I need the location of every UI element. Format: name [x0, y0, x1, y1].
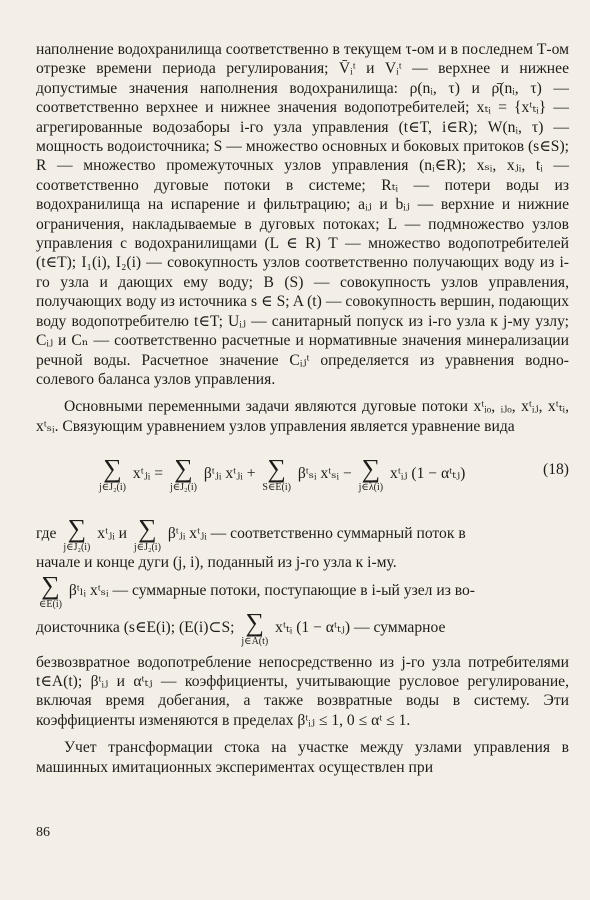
equation-term: βᵗⱼᵢ xᵗⱼᵢ +	[203, 465, 256, 483]
sum-symbol: ∑ S∈E(i)	[262, 454, 291, 494]
sum-symbol: ∑ j∈J₂(i)	[169, 454, 197, 494]
where-line-2: начале и конце дуги (j, i), поданный из j-го узла к i-му.	[36, 554, 397, 572]
equation-term: xᵗᵢⱼ (1 − αᵗₜⱼ)	[390, 465, 466, 483]
equation-18	[36, 446, 569, 504]
sum-symbol: ∑ j∈A(t)	[241, 607, 269, 647]
where-line-4: доисточника (s∈E(i); (E(i)⊂S; ∑ j∈A(t) xᵗₜᵢ (1 − αᵗₜⱼ) — суммарное	[36, 607, 446, 647]
sum-symbol: ∑ ∈E(i)	[39, 570, 62, 610]
where-clause	[36, 516, 569, 646]
page-number: 86	[36, 825, 50, 840]
where-line-1: где ∑ j∈J₂(i) xᵗⱼᵢ и ∑ j∈J₂(i) βᵗⱼᵢ xᵗⱼᵢ — соответственно суммарный поток в	[36, 514, 466, 554]
equation-term: βᵗₛᵢ xᵗₛᵢ −	[297, 465, 352, 483]
text-block	[36, 40, 569, 777]
paragraph-variables: Основными переменными задачи являются дуговые потоки xᵗᵢₒ, ᵢⱼₒ, xᵗᵢⱼ, xᵗₜᵢ, xᵗₛᵢ. Связующим уравнением узлов управления является уравнение вида	[36, 398, 569, 435]
sum-symbol: ∑ j∈J₂(i)	[63, 514, 91, 554]
paragraph-transformation: Учет трансформации стока на участке между узлами управления в машинных имитационных экспериментах осуществлен при	[36, 739, 569, 776]
paragraph-coefficients: безвозвратное водопотребление непосредственно из j-го узла потребителями t∈A(t); βᵗᵢⱼ и αᵗₜⱼ — коэффициенты, учитывающие русловое регулирование, включая время добегания, а также возвратные воды в систему. Эти коэффициенты изменяются в пределах βᵗᵢⱼ ≤ 1, 0 ≤ αᵗ ≤ 1.	[36, 653, 569, 729]
sum-symbol: ∑ j∈J₂(i)	[99, 454, 126, 494]
equation-term: xᵗⱼᵢ =	[132, 465, 164, 483]
equation-number: (18)	[543, 461, 569, 479]
equation-expression	[96, 456, 465, 493]
where-line-3: ∑ ∈E(i) βᵗₗᵢ xᵗₛᵢ — суммарные потоки, поступающие в i-ый узел из во-	[39, 570, 476, 610]
paragraph-definitions: наполнение водохранилища соответственно в текущем τ-ом и в последнем Т-ом отрезке времени периода регулирования; V̄ᵢᵗ и Vᵢᵗ — верхнее и нижнее допустимые значения наполнения водохранилища: ρ(nᵢ, τ) и ρ̄(nᵢ, τ) — соответственно верхнее и нижнее значения водопотребителей; xₜᵢ = {xᵗₜᵢ} — агрегированные водозаборы i-го узла управления (t∈T, i∈R); W(nᵢ, τ) — мощность водоисточника; S — множество основных и боковых притоков (s∈S); R — множество промежуточных узлов управления (nᵢ∈R); xₛᵢ, xⱼᵢ, tᵢ — соответственно дуговые потоки в системе; Rₜᵢ — потери воды из водохранилища на испарение и фильтрацию; aᵢⱼ и bᵢⱼ — верхние и нижние ограничения, накладываемые в дуговых потоках; L — подмножество узлов управления с водохранилищами (L ∈ R) T — множество водопотребителей (t∈T); I₁(i), I₂(i) — совокупность узлов соответственно получающих воду из i-го узла и дающих ему воду; B (S) — совокупность узлов управления, получающих воду из источника s ∈ S; A (t) — совокупность вершин, подающих воду водопотребителю t∈T; Uᵢⱼ — санитарный попуск из i-го узла к j-му узлу; Cᵢⱼ и Cₙ — соответственно расчетные и нормативные значения минерализации речной воды. Расчетное значение Cᵢⱼᵗ определяется из уравнения водно-солевого баланса узлов управления.	[36, 41, 569, 388]
sum-symbol: ∑ j∈λ(i)	[358, 454, 384, 494]
sum-symbol: ∑ j∈J₂(i)	[133, 514, 161, 554]
